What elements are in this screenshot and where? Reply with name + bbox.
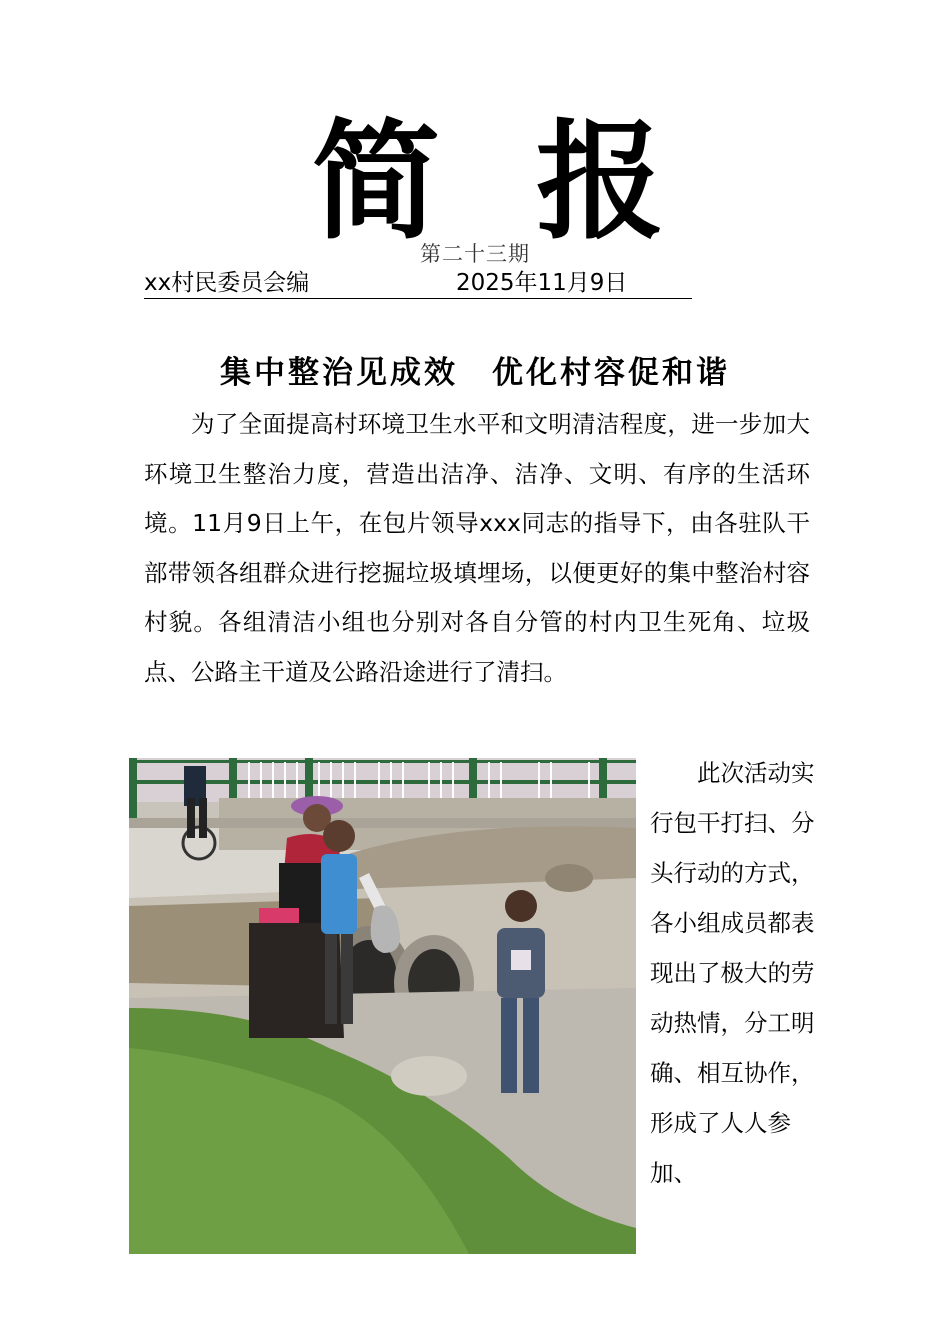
editor-name: xx村民委员会编 [144, 270, 310, 296]
masthead-char-jian: 简 [312, 107, 441, 257]
article-headline: 集中整治见成效 优化村容促和谐 [220, 355, 730, 391]
article-paragraph-1: 为了全面提高村环境卫生水平和文明清洁程度，进一步加大环境卫生整治力度，营造出洁净、洁净、文明、有序的生活环境。11月9日上午，在包片领导xxx同志的指导下，由各驻队干部带领各组群众进行挖掘垃圾填埋场，以便更好的集中整治村容村貌。各组清洁小组也分别对各自分管的村内卫生死角、垃圾点、公路主干道及公路沿途进行了清扫。 [144, 410, 810, 686]
issue-number: 第二十三期 [420, 242, 530, 266]
activity-photo [129, 758, 636, 1254]
article-paragraph-2: 此次活动实行包干打扫、分头行动的方式，各小组成员都表现出了极大的劳动热情，分工明确、相互协作，形成了人人参加、 [650, 759, 815, 1187]
activity-photo-illustration [129, 758, 636, 1254]
editor-line [144, 268, 692, 299]
issue-date: 2025年11月9日 [456, 270, 628, 296]
masthead-char-bao: 报 [536, 107, 665, 257]
